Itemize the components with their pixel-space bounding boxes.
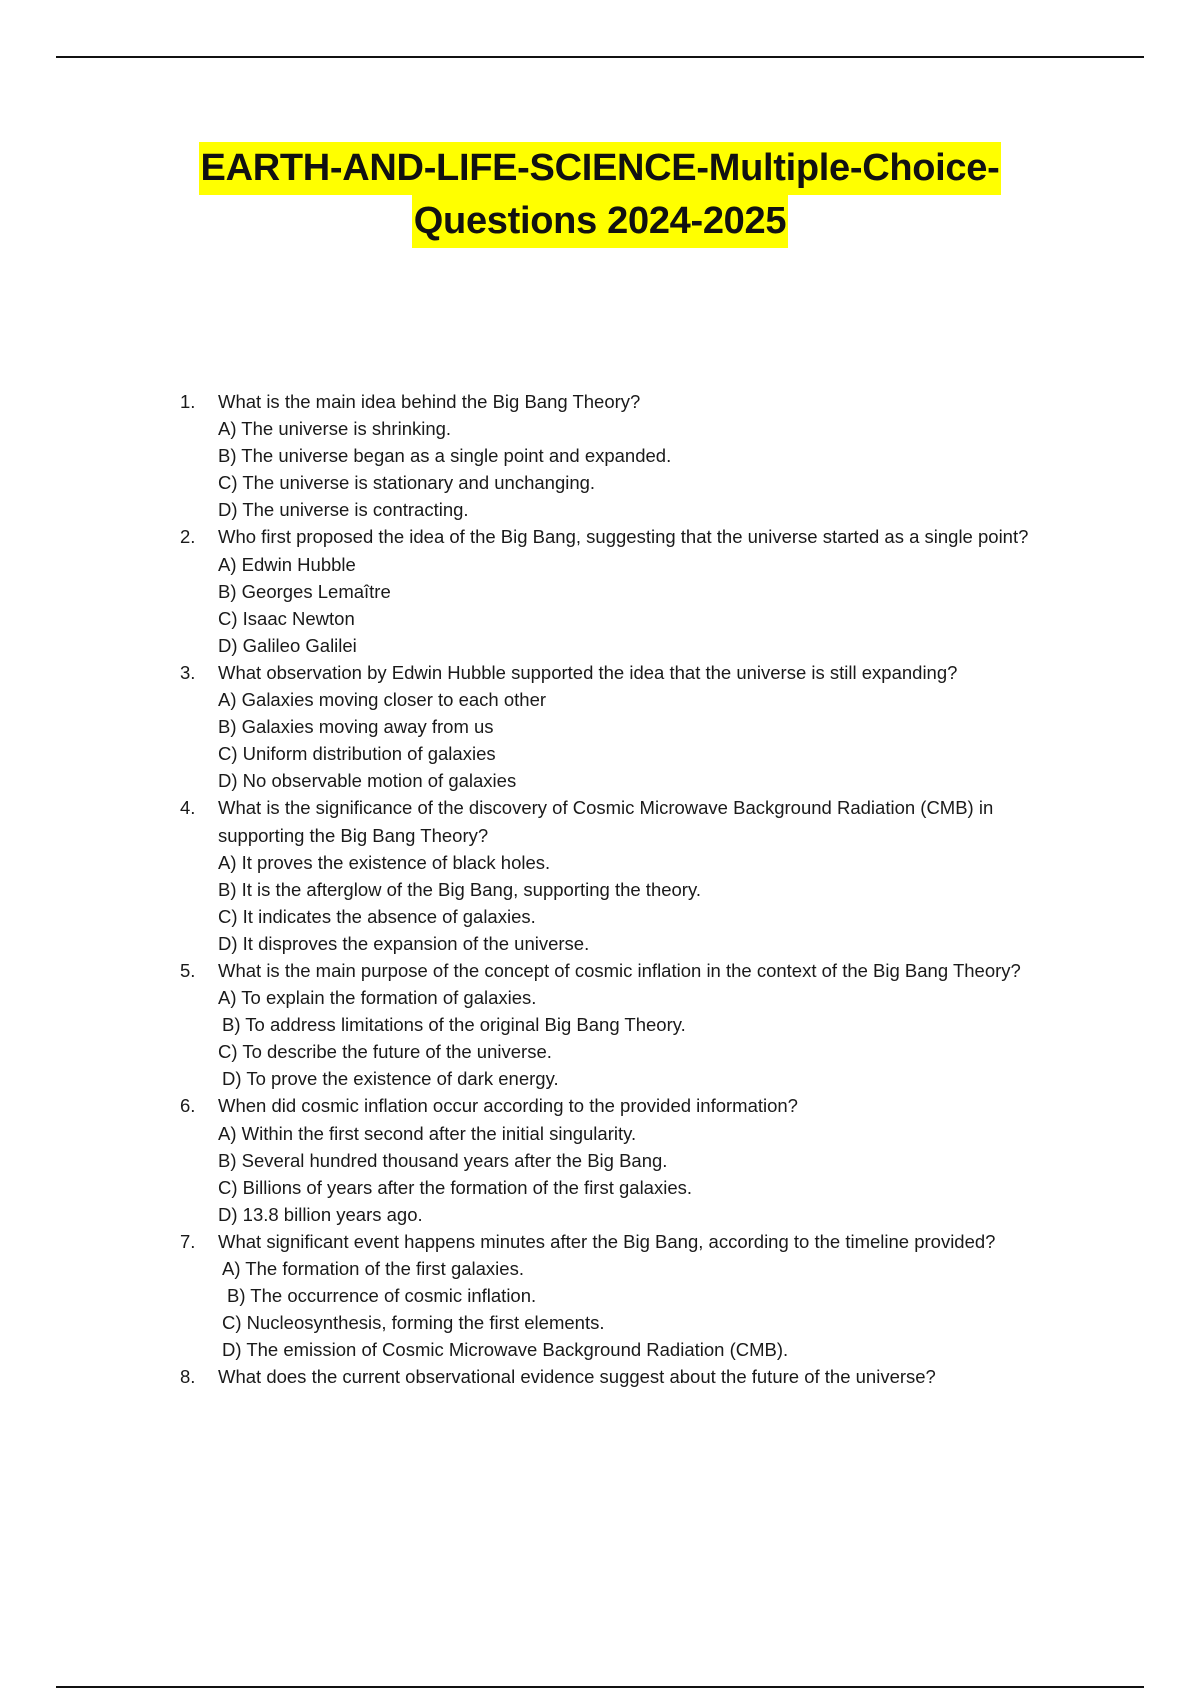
option: C) It indicates the absence of galaxies.	[218, 905, 536, 927]
question-text: Who first proposed the idea of the Big Bang, suggesting that the universe started as a single point?	[218, 526, 1029, 548]
question-number: 7.	[180, 1230, 196, 1252]
option: B) The occurrence of cosmic inflation.	[227, 1285, 537, 1307]
option: A) Within the first second after the initial singularity.	[218, 1122, 637, 1144]
option-list	[218, 849, 1080, 957]
option: D) Galileo Galilei	[218, 634, 357, 656]
option: C) Nucleosynthesis, forming the first elements.	[222, 1312, 605, 1334]
option: D) The emission of Cosmic Microwave Background Radiation (CMB).	[222, 1339, 789, 1361]
option-list	[218, 686, 1080, 794]
option-list	[218, 415, 1080, 523]
option: B) To address limitations of the original Big Bang Theory.	[222, 1014, 686, 1036]
question-item	[180, 659, 1080, 794]
question-item	[180, 1092, 1080, 1227]
question-item	[180, 1228, 1080, 1363]
option: B) It is the afterglow of the Big Bang, supporting the theory.	[218, 878, 701, 900]
question-item	[180, 1363, 1080, 1390]
option: C) Uniform distribution of galaxies	[218, 743, 496, 765]
option: D) 13.8 billion years ago.	[218, 1203, 423, 1225]
option: D) The universe is contracting.	[218, 499, 469, 521]
option-list	[218, 984, 1080, 1092]
question-number: 6.	[180, 1095, 196, 1117]
option: A) The universe is shrinking.	[218, 418, 452, 440]
option-list	[218, 1120, 1080, 1228]
question-text: What is the main idea behind the Big Bang Theory?	[218, 391, 641, 412]
question-text: What observation by Edwin Hubble supported the idea that the universe is still expanding?	[218, 661, 958, 683]
option: C) To describe the future of the universe.	[218, 1041, 552, 1063]
question-text: What is the main purpose of the concept of cosmic inflation in the context of the Big Bang Theory?	[218, 959, 1021, 981]
question-text: What does the current observational evidence suggest about the future of the universe?	[218, 1366, 936, 1388]
question-item	[180, 523, 1080, 658]
question-number: 8.	[180, 1366, 196, 1388]
option: B) Galaxies moving away from us	[218, 716, 494, 738]
option: D) To prove the existence of dark energy.	[222, 1068, 559, 1090]
question-text: What is the significance of the discovery of Cosmic Microwave Background Radiation (CMB) in supporting the Big Bang Theory?	[218, 797, 994, 846]
option: D) No observable motion of galaxies	[218, 770, 517, 792]
option: B) Georges Lemaître	[218, 580, 391, 602]
question-number: 3.	[180, 661, 196, 683]
question-item	[180, 957, 1080, 1092]
question-item	[180, 794, 1080, 957]
question-number: 5.	[180, 959, 196, 981]
option: C) Isaac Newton	[218, 607, 355, 629]
question-text: When did cosmic inflation occur according to the provided information?	[218, 1095, 798, 1117]
option: D) It disproves the expansion of the universe.	[218, 932, 590, 954]
option: A) It proves the existence of black holes.	[218, 851, 551, 873]
question-number: 1.	[180, 391, 196, 412]
title-line-1: EARTH-AND-LIFE-SCIENCE-Multiple-Choice-	[199, 142, 1002, 195]
option: A) Edwin Hubble	[218, 553, 356, 575]
document-title	[0, 142, 1200, 248]
question-number: 2.	[180, 526, 196, 548]
top-divider	[56, 56, 1144, 58]
option: C) Billions of years after the formation of the first galaxies.	[218, 1176, 693, 1198]
question-number: 4.	[180, 797, 196, 819]
option: B) Several hundred thousand years after the Big Bang.	[218, 1149, 668, 1171]
title-line-2: Questions 2024-2025	[412, 195, 788, 248]
bottom-divider	[56, 1686, 1144, 1688]
option-list	[218, 551, 1080, 659]
question-text: What significant event happens minutes after the Big Bang, according to the timeline provided?	[218, 1230, 996, 1252]
option: A) The formation of the first galaxies.	[222, 1258, 524, 1279]
question-item	[180, 388, 1080, 523]
option: C) The universe is stationary and unchanging.	[218, 472, 596, 494]
option: A) To explain the formation of galaxies.	[218, 987, 537, 1009]
option: B) The universe began as a single point and expanded.	[218, 445, 672, 467]
question-list	[180, 388, 1080, 1390]
option-list	[218, 1255, 1080, 1363]
option: A) Galaxies moving closer to each other	[218, 689, 547, 711]
